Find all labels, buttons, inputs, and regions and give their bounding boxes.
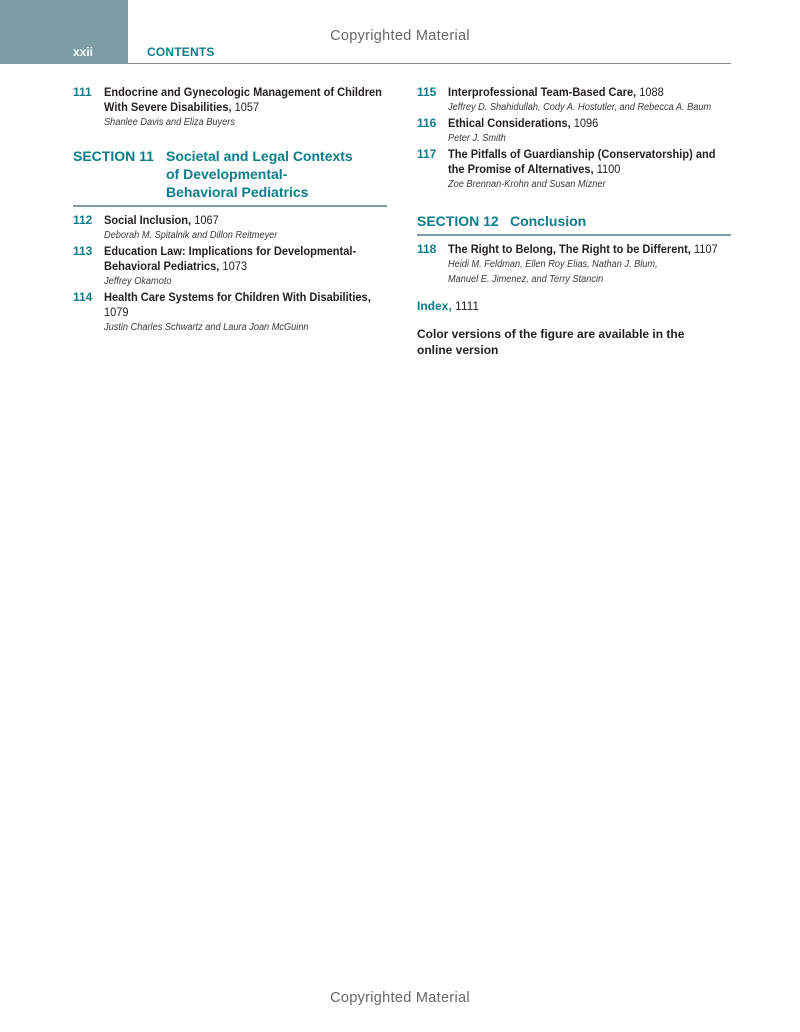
left-column (73, 85, 387, 336)
chapter-page: 1096 (573, 116, 599, 130)
toc-entry[interactable] (417, 242, 731, 287)
chapter-authors: Deborah M. Spitalnik and Dillon Reitmeyer (104, 230, 278, 241)
toc-entry[interactable] (417, 85, 731, 115)
section-label: SECTION 11 (73, 148, 154, 164)
chapter-title: Education Law: Implications for Developmental-Behavioral Pediatrics, (104, 244, 357, 273)
chapter-title: Ethical Considerations, (448, 116, 571, 130)
section-title: Societal and Legal Contexts of Developmental-Behavioral Pediatrics (166, 148, 353, 200)
chapter-title-line (448, 85, 733, 100)
index-page: 1111 (455, 299, 480, 313)
chapter-page: 1107 (693, 242, 718, 256)
toc-entry[interactable] (73, 244, 387, 289)
watermark-bottom: Copyrighted Material (330, 990, 470, 1006)
chapter-title-line (104, 85, 389, 115)
chapter-authors: Jeffrey Okamoto (104, 276, 172, 287)
toc-entry[interactable] (417, 116, 731, 146)
chapter-title: The Pitfalls of Guardianship (Conservatorship) and the Promise of Alternatives, (448, 147, 716, 176)
chapter-number: 117 (417, 147, 437, 161)
section-rule (73, 205, 387, 207)
chapter-authors: Zoe Brennan-Krohn and Susan Mizner (448, 179, 606, 190)
toc-entry[interactable] (73, 213, 387, 243)
index-label: Index, (417, 299, 452, 313)
chapter-authors: Justin Charles Schwartz and Laura Joan McGuinn (104, 322, 309, 333)
chapter-authors: Shanlee Davis and Eliza Buyers (104, 117, 235, 128)
chapter-number: 118 (417, 242, 437, 256)
toc-entry[interactable] (73, 85, 387, 130)
section-title: Conclusion (510, 213, 587, 229)
section-rule (417, 234, 731, 236)
watermark-top: Copyrighted Material (330, 28, 470, 44)
chapter-number: 115 (417, 85, 437, 99)
chapter-number: 116 (417, 116, 437, 130)
chapter-page: 1073 (222, 259, 248, 273)
header-rule (128, 63, 731, 64)
chapter-title-line (448, 147, 733, 177)
chapter-page: 1067 (194, 213, 219, 227)
chapter-title-line (104, 213, 389, 228)
chapter-number: 114 (73, 290, 93, 304)
chapter-number: 112 (73, 213, 93, 227)
chapter-title-line (104, 244, 389, 274)
chapter-title-line (104, 290, 389, 320)
section-heading (417, 212, 731, 236)
index-entry[interactable] (417, 299, 731, 314)
chapter-authors: Jeffrey D. Shahidullah, Cody A. Hostutler, and Rebecca A. Baum (448, 102, 712, 113)
chapter-page: 1079 (104, 305, 129, 319)
chapter-title-line (448, 242, 733, 257)
chapter-title: The Right to Belong, The Right to be Different, (448, 242, 691, 256)
chapter-number: 113 (73, 244, 93, 258)
chapter-title-line (448, 116, 733, 131)
chapter-page: 1057 (234, 100, 260, 114)
toc-entry[interactable] (73, 290, 387, 335)
chapter-title: Interprofessional Team-Based Care, (448, 85, 637, 99)
chapter-page: 1088 (639, 85, 664, 99)
running-head: CONTENTS (147, 45, 215, 59)
color-versions-note: Color versions of the figure are available in the online version (417, 327, 685, 357)
chapter-title: Health Care Systems for Children With Disabilities, (104, 290, 371, 304)
section-heading (73, 147, 387, 207)
chapter-number: 111 (73, 85, 92, 99)
chapter-title: Endocrine and Gynecologic Management of Children With Severe Disabilities, (104, 85, 382, 114)
chapter-title: Social Inclusion, (104, 213, 192, 227)
chapter-page: 1100 (596, 162, 621, 176)
toc-entry[interactable] (417, 147, 731, 192)
right-column (417, 85, 731, 358)
chapter-authors: Peter J. Smith (448, 133, 506, 144)
page-number: xxii (73, 45, 94, 59)
section-label: SECTION 12 (417, 213, 499, 229)
chapter-authors: Heidi M. Feldman, Ellen Roy Elias, Nathan J. Blum, Manuel E. Jimenez, and Terry Stancin (448, 259, 658, 285)
